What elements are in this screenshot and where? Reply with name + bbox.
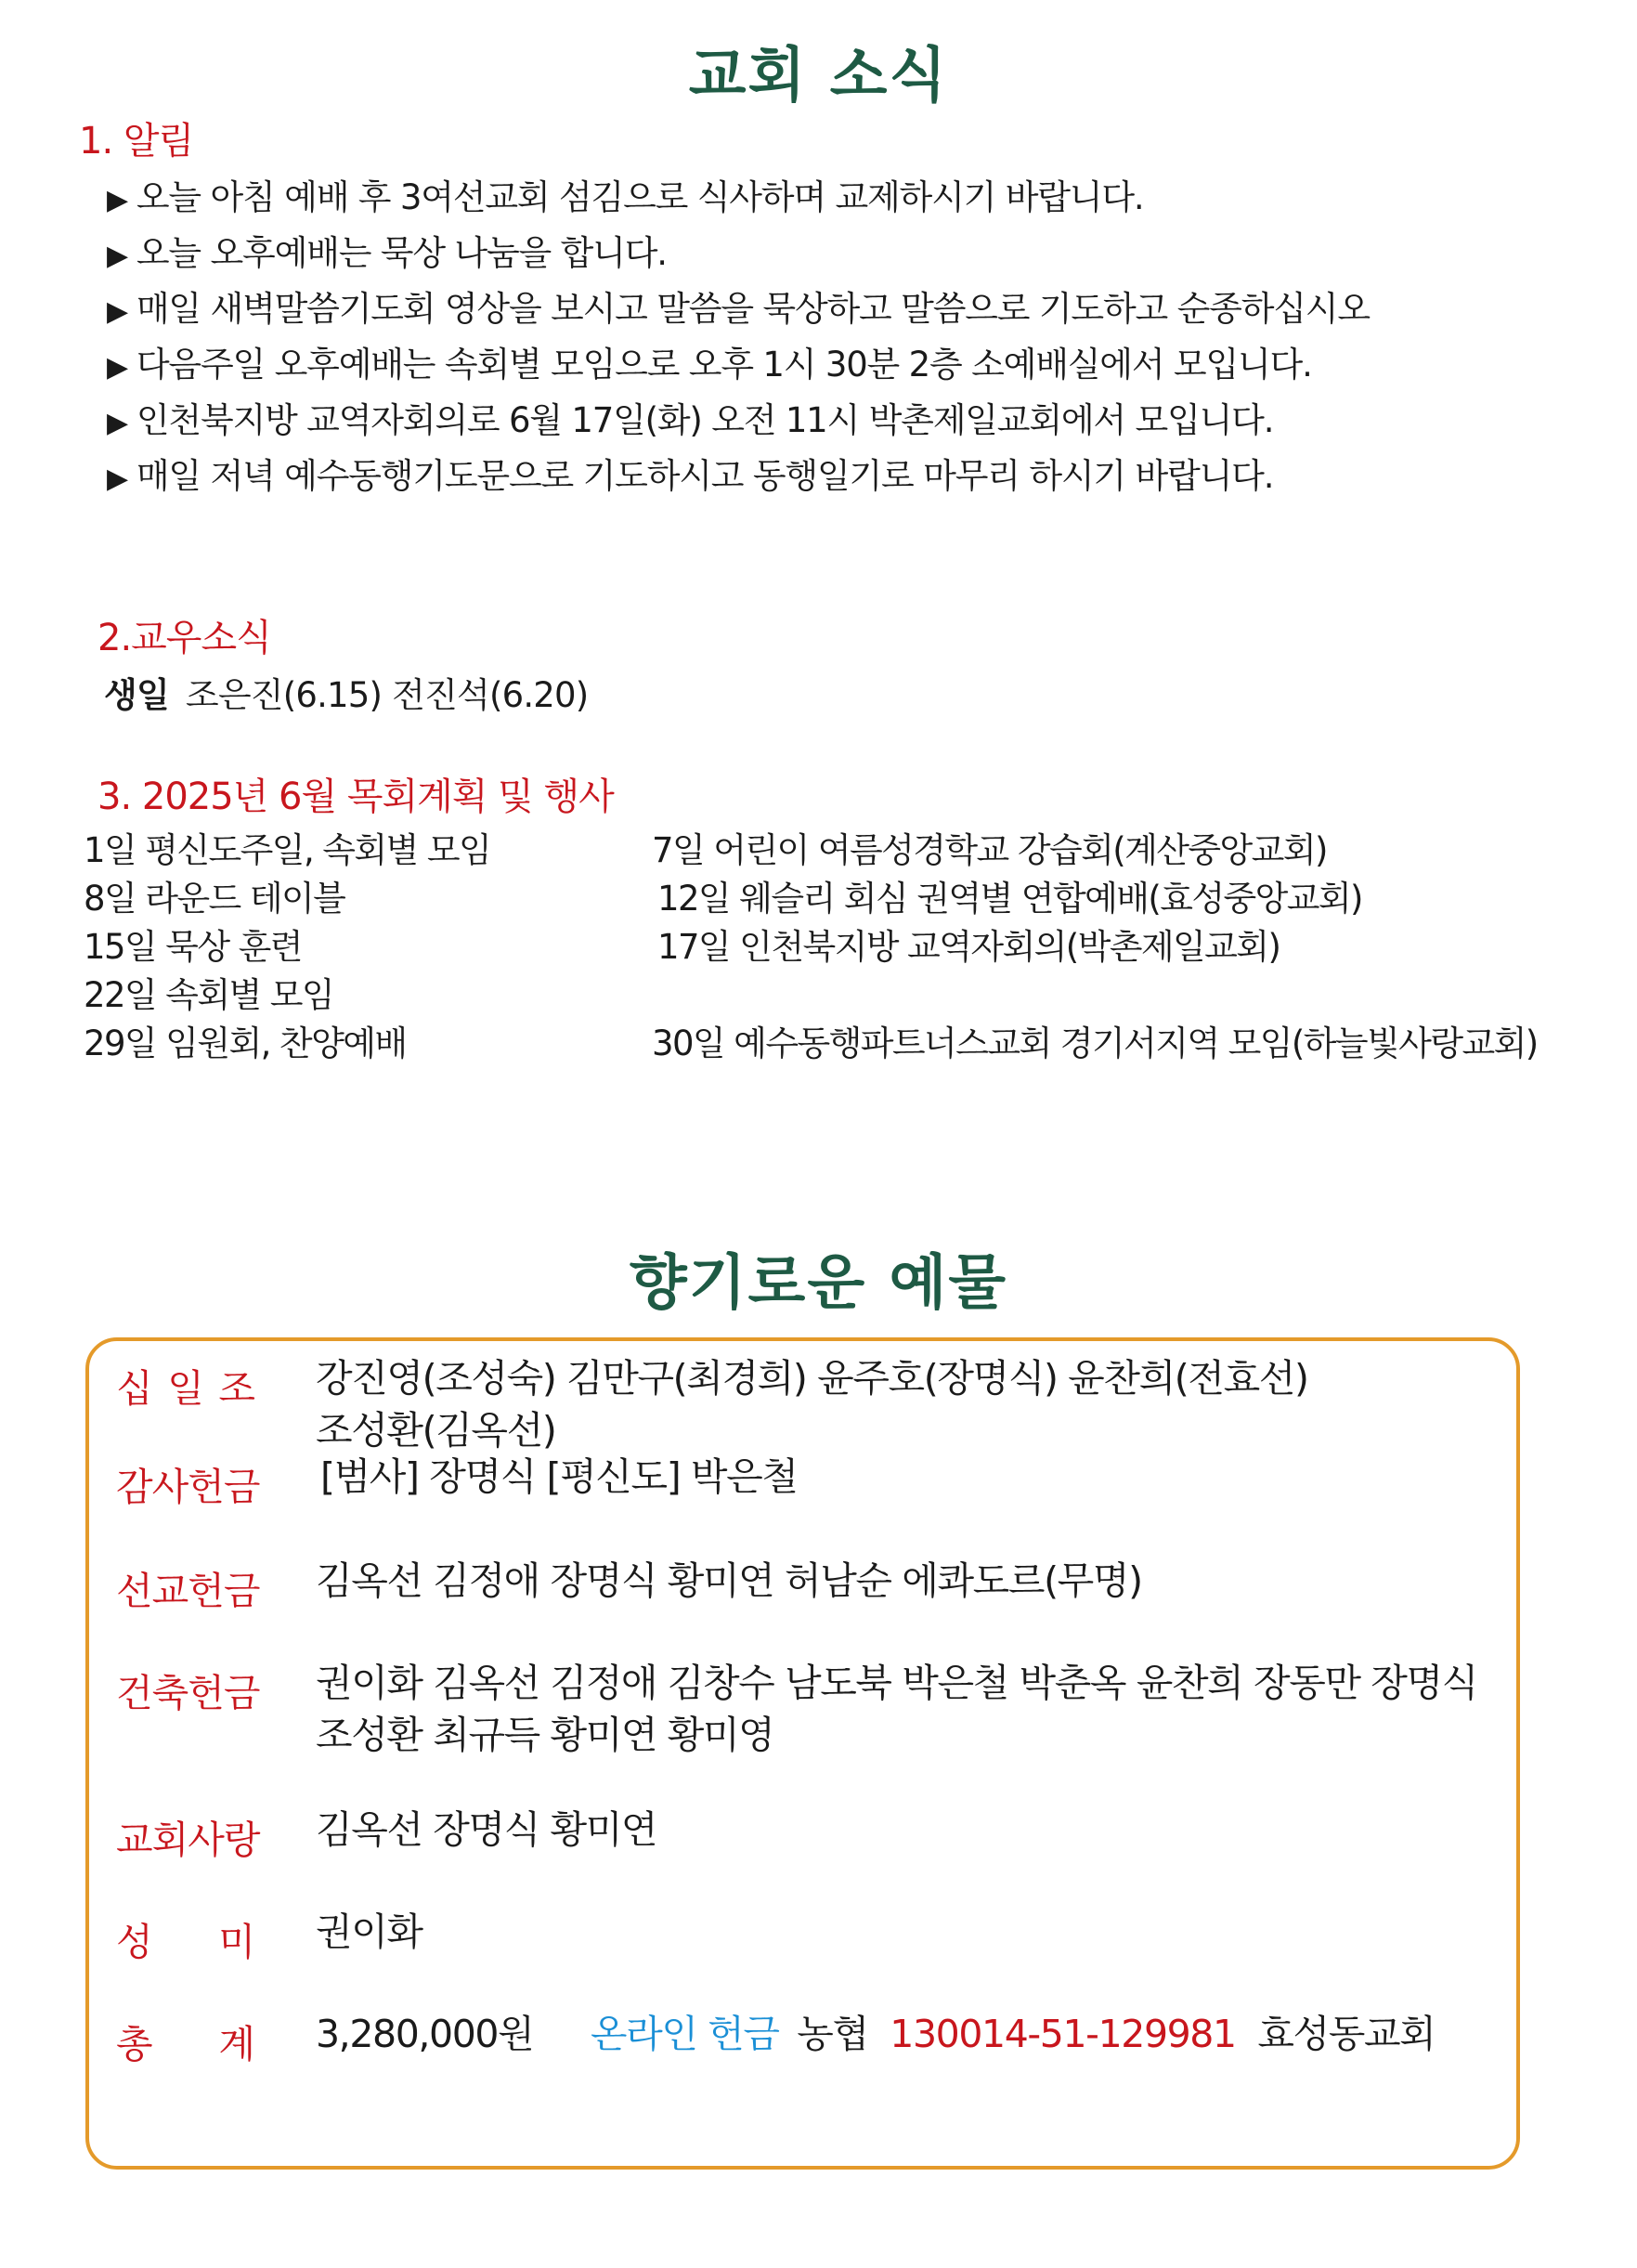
schedule-item: 30일 예수동행파트너스교회 경기서지역 모임(하늘빛사랑교회) <box>652 1023 1538 1063</box>
online-offering-label: 온라인 헌금 <box>590 2012 779 2056</box>
schedule-item: 22일 속회별 모임 <box>84 975 334 1015</box>
schedule-item: 7일 어린이 여름성경학교 강습회(계산중앙교회) <box>652 830 1327 870</box>
rice-names: 권이화 <box>316 1910 422 1954</box>
church-love-names: 김옥선 장명식 황미연 <box>316 1807 657 1852</box>
birthday-label: 생일 <box>104 675 169 715</box>
account-holder: 효성동교회 <box>1257 2012 1436 2056</box>
rice-label: 성 미 <box>116 1920 255 1964</box>
total-line <box>316 2008 1435 2060</box>
total-label: 총 계 <box>116 2022 255 2066</box>
triangle-bullet-icon: ▶ <box>107 240 127 272</box>
mission-names: 김옥선 김정애 장명식 황미연 허남순 에콰도르(무명) <box>316 1558 1142 1603</box>
triangle-bullet-icon: ▶ <box>107 463 127 495</box>
schedule-item: 29일 임원회, 찬양예배 <box>84 1023 407 1063</box>
notice-item: ▶ 인천북지방 교역자회의로 6월 17일(화) 오전 11시 박촌제일교회에서 모입니다. <box>107 400 1274 440</box>
offerings-title: 향기로운 예물 <box>629 1249 1008 1318</box>
bank-name: 농협 <box>797 2012 868 2056</box>
triangle-bullet-icon: ▶ <box>107 184 127 216</box>
notice-item: ▶ 매일 새벽말씀기도회 영상을 보시고 말씀을 묵상하고 말씀으로 기도하고 순종하십시오 <box>107 289 1370 329</box>
tithe-names: 강진영(조성숙) 김만구(최경희) 윤주호(장명식) 윤찬희(전효선) 조성환(김옥선) <box>316 1356 1308 1453</box>
building-label: 건축헌금 <box>116 1671 260 1715</box>
schedule-item: 15일 묵상 훈련 <box>84 927 302 967</box>
thanks-label: 감사헌금 <box>116 1465 260 1509</box>
schedule-item: 17일 인천북지방 교역자회의(박촌제일교회) <box>657 927 1280 967</box>
notice-item: ▶ 매일 저녁 예수동행기도문으로 기도하시고 동행일기로 마무리 하시기 바랍니다. <box>107 456 1274 496</box>
birthday-names: 조은진(6.15) 전진석(6.20) <box>185 675 589 715</box>
notices-heading: 1. 알림 <box>79 120 194 163</box>
notice-item: ▶ 다음주일 오후예배는 속회별 모임으로 오후 1시 30분 2층 소예배실에서 모입니다. <box>107 345 1312 385</box>
schedule-item: 12일 웨슬리 회심 권역별 연합예배(효성중앙교회) <box>657 879 1362 919</box>
notice-item: ▶ 오늘 오후예배는 묵상 나눔을 합니다. <box>107 233 667 273</box>
schedule-item: 8일 라운드 테이블 <box>84 879 345 919</box>
mission-label: 선교헌금 <box>116 1569 260 1613</box>
triangle-bullet-icon: ▶ <box>107 351 127 384</box>
total-amount: 3,280,000원 <box>316 2012 534 2056</box>
church-love-label: 교회사랑 <box>116 1818 260 1862</box>
news-title: 교회 소식 <box>688 42 949 111</box>
members-heading: 2.교우소식 <box>97 617 271 659</box>
building-names: 권이화 김옥선 김정애 김창수 남도북 박은철 박춘옥 윤찬희 장동만 장명식 조성환 최규득 황미연 황미영 <box>316 1661 1477 1757</box>
triangle-bullet-icon: ▶ <box>107 407 127 439</box>
triangle-bullet-icon: ▶ <box>107 295 127 328</box>
schedule-item: 1일 평신도주일, 속회별 모임 <box>84 830 491 870</box>
birthday-line <box>104 667 588 717</box>
thanks-names: [범사] 장명식 [평신도] 박은철 <box>320 1454 798 1499</box>
account-number: 130014-51-129981 <box>890 2012 1236 2056</box>
tithe-label: 십 일 조 <box>116 1366 255 1411</box>
notice-item: ▶ 오늘 아침 예배 후 3여선교회 섬김으로 식사하며 교제하시기 바랍니다. <box>107 177 1144 217</box>
schedule-heading: 3. 2025년 6월 목회계획 및 행사 <box>97 776 614 818</box>
